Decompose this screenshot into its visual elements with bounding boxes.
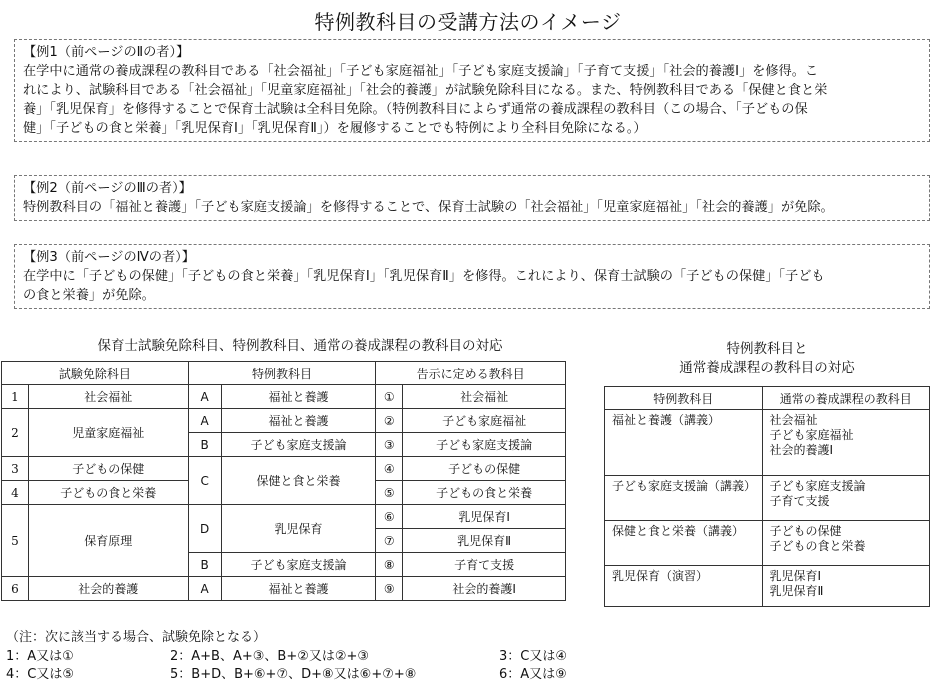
course-item: 社会福祉: [769, 413, 818, 427]
example-line: れにより、試験科目である「社会福祉」「児童家庭福祉」「社会的養護」が試験免除科目になる。また、特例教科目である「保健と食と栄: [23, 83, 828, 98]
course-num: ②: [376, 409, 403, 433]
table2-title-line1: 特例教科目と: [726, 341, 808, 357]
example-heading: 【例3（前ページのⅣの者）】: [23, 250, 195, 265]
example-line: 健」「子どもの食と栄養」「乳児保育Ⅰ」「乳児保育Ⅱ」）を履修することでも特例により全科目免除になる。）: [23, 121, 647, 136]
course-item: 子どもの保健: [769, 524, 842, 538]
special-name: 乳児保育: [221, 505, 376, 553]
course-name: 子どもの保健: [403, 457, 566, 481]
notes-heading: （注：次に該当する場合、試験免除となる）: [6, 630, 267, 645]
course-item: 子ども家庭福祉: [769, 428, 854, 442]
course-name: 子ども家庭支援論: [403, 433, 566, 457]
special-name: 福祉と養護: [221, 385, 376, 409]
special-course-correspondence-table: [604, 386, 930, 607]
course-num: ⑧: [376, 553, 403, 577]
course-num: ⑥: [376, 505, 403, 529]
course-name: 社会福祉: [403, 385, 566, 409]
table-row: [2, 505, 566, 529]
regular-courses: [762, 566, 929, 607]
table-row: [2, 409, 566, 433]
course-num: ⑦: [376, 529, 403, 553]
special-code: B: [188, 433, 221, 457]
course-name: 子ども家庭福祉: [403, 409, 566, 433]
exempt-no: 4: [2, 481, 29, 505]
example-box-3: [14, 244, 930, 309]
exempt-name: 社会的養護: [28, 577, 188, 601]
exempt-no: 6: [2, 577, 29, 601]
course-name: 社会的養護Ⅰ: [403, 577, 566, 601]
exempt-no: 5: [2, 505, 29, 577]
note-item: 6：A又は⑨: [499, 667, 567, 682]
table2-title-line2: 通常養成課程の教科目の対応: [679, 360, 855, 376]
course-item: 子どもの食と栄養: [769, 539, 866, 553]
regular-courses: [762, 410, 929, 476]
header-courses: 告示に定める教科目: [376, 362, 566, 385]
special-code: A: [188, 409, 221, 433]
exempt-no: 3: [2, 457, 29, 481]
course-num: ⑤: [376, 481, 403, 505]
exempt-no: 1: [2, 385, 29, 409]
example-heading: 【例2（前ページのⅢの者）】: [23, 181, 192, 196]
example-line: 在学中に通常の養成課程の教科目である「社会福祉」「子ども家庭福祉」「子ども家庭支援論」「子育て支援」「社会的養護Ⅰ」を修得。こ: [23, 64, 819, 79]
table-row: [2, 457, 566, 481]
note-item: 2：A+B、A+③、B+②又は②+③: [170, 649, 370, 664]
table1-title: 保育士試験免除科目、特例教科目、通常の養成課程の教科目の対応: [97, 338, 503, 354]
header-special: 特例教科目: [188, 362, 376, 385]
table-row: [605, 410, 930, 476]
exemption-correspondence-table: [1, 361, 566, 601]
table-row: [605, 521, 930, 566]
table-row: [605, 476, 930, 521]
header-regular: 通常の養成課程の教科目: [762, 387, 929, 410]
course-item: 乳児保育Ⅱ: [769, 584, 824, 598]
special-name: 子ども家庭支援論: [221, 433, 376, 457]
special-name: 福祉と養護: [221, 409, 376, 433]
exempt-name: 子どもの保健: [28, 457, 188, 481]
course-item: 乳児保育Ⅰ: [769, 569, 822, 583]
special-course: 福祉と養護（講義）: [605, 410, 763, 476]
example-box-2: [14, 175, 930, 221]
course-name: 子どもの食と栄養: [403, 481, 566, 505]
special-code: C: [188, 457, 221, 505]
course-num: ③: [376, 433, 403, 457]
course-name: 乳児保育Ⅱ: [403, 529, 566, 553]
special-name: 保健と食と栄養: [221, 457, 376, 505]
example-line: 特例教科目の「福祉と養護」「子ども家庭支援論」を修得することで、保育士試験の「社会福祉」「児童家庭福祉」「社会的養護」が免除。: [23, 200, 834, 215]
special-course: 子ども家庭支援論（講義）: [605, 476, 763, 521]
example-line: 在学中に「子どもの保健」「子どもの食と栄養」「乳児保育Ⅰ」「乳児保育Ⅱ」を修得。これにより、保育士試験の「子どもの保健」「子ども: [23, 269, 825, 284]
exempt-name: 子どもの食と栄養: [28, 481, 188, 505]
table-row: [2, 577, 566, 601]
course-num: ⑨: [376, 577, 403, 601]
example-heading: 【例1（前ページのⅡの者）】: [23, 45, 190, 60]
table-row: [2, 385, 566, 409]
special-course: 保健と食と栄養（講義）: [605, 521, 763, 566]
exempt-name: 社会福祉: [28, 385, 188, 409]
page-title: 特例教科目の受講方法のイメージ: [314, 10, 622, 34]
special-code: D: [188, 505, 221, 553]
regular-courses: [762, 476, 929, 521]
special-name: 子ども家庭支援論: [221, 553, 376, 577]
course-name: 乳児保育Ⅰ: [403, 505, 566, 529]
table-row: [605, 566, 930, 607]
example-line: 養」「乳児保育」を修得することで保育士試験は全科目免除。（特例教科目によらず通常の養成課程の教科目（この場合、「子どもの保: [23, 102, 808, 117]
exempt-name: 保育原理: [28, 505, 188, 577]
special-name: 福祉と養護: [221, 577, 376, 601]
special-course: 乳児保育（演習）: [605, 566, 763, 607]
course-item: 社会的養護Ⅰ: [769, 443, 834, 457]
special-code: B: [188, 553, 221, 577]
course-item: 子育て支援: [769, 494, 830, 508]
note-item: 4：C又は⑤: [6, 667, 75, 682]
course-num: ④: [376, 457, 403, 481]
special-code: A: [188, 577, 221, 601]
exempt-name: 児童家庭福祉: [28, 409, 188, 457]
regular-courses: [762, 521, 929, 566]
note-item: 3：C又は④: [499, 649, 568, 664]
header-special: 特例教科目: [605, 387, 763, 410]
course-num: ①: [376, 385, 403, 409]
exempt-no: 2: [2, 409, 29, 457]
note-item: 1：A又は①: [6, 649, 74, 664]
header-exempt: 試験免除科目: [2, 362, 189, 385]
example-box-1: [14, 39, 930, 142]
example-line: の食と栄養」が免除。: [23, 288, 155, 303]
course-name: 子育て支援: [403, 553, 566, 577]
note-item: 5：B+D、B+⑥+⑦、D+⑧又は⑥+⑦+⑧: [170, 667, 417, 682]
special-code: A: [188, 385, 221, 409]
course-item: 子ども家庭支援論: [769, 479, 866, 493]
